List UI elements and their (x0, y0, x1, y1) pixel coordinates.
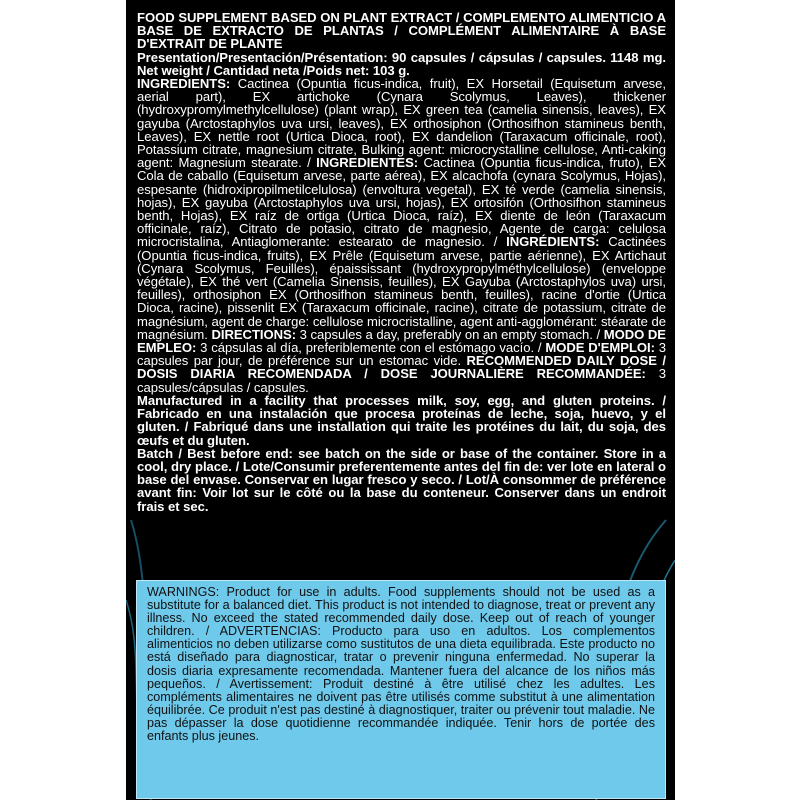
warnings-box (136, 580, 666, 799)
directions-fr-text: 3 capsules par jour, de préférence sur un estomac vide. (137, 340, 667, 369)
ingredients-en-label: INGREDIENTS: (137, 76, 231, 92)
ingredients-es-text: Cactinea (Opuntia ficus-indica, fruto), EX Cola de caballo (Equisetum arvese, parte aérea), EX alcachofa (cynara Scolymus, Hojas), espesante (hidroxipropilmetilcelulosa) (envoltura vegetal), EX té verde (camelia sinensis, hojas), EX gayuba (Arctostaphylos uva ursi, hojas), EX ortosifón (Orthosifhon stamineus benth, Hojas), EX raíz de ortiga (Urtica Dioca, raíz), EX diente de león (Taraxacum officinale, raíz), Citrato de potasio, citrato de magnesio, Agente de carga: celulosa microcristalina, Antiaglomerante: estearato de magnesio. / (137, 155, 667, 250)
allergen-statement: Manufactured in a facility that processes milk, soy, egg, and gluten proteins. / Fabricado en una instalación que procesa proteínas de leche, soja, huevo, y el gluten. / Fabriqué dans une installation qui traite les protéines du lait, du soja, des œufs et du gluten. (137, 392, 666, 448)
label-text (137, 11, 666, 513)
daily-dose-label: RECOMMENDED DAILY DOSE / DOSIS DIARIA RECOMENDADA / DOSE JOURNALIÈRE RECOMMANDÉE: (137, 353, 666, 382)
directions-en-label: DIRECTIONS: (211, 326, 297, 342)
supplement-label (126, 0, 675, 800)
batch-storage-text: Batch / Best before end: see batch on the side or base of the container. Store in a cool, dry place. / Lote/Consumir preferentemente antes del fin de: ver lote en lateral o base del envase. Conservar en lugar fresco y seco. / Lot/À consommer de préférence avant fin: Voir lot sur le côté ou la base du conteneur. Conserver dans un endroit frais et sec. (137, 445, 666, 514)
ingredients-fr-text: Cactinées (Opuntia ficus-indica, fruits), EX Prêle (Equisetum arvese, partie aérienne), EX Artichaut (Cynara Scolymus, Feuilles), épaississant (hydroxypropylméthylcellulose) (enveloppe végétale), EX thé vert (Camelia Sinensis, feuilles), EX Gayuba (Arctostaphylos uva) ursi, feuilles), orthosiphon EX (Orthosifhon stamineus benth, feuilles), racine d'ortie (Urtica Dioca, racine), pissenlit EX (Taraxacum officinale, racine), citrate de potassium, citrate de magnésium, agent de charge: cellulose microcristalline, agent anti-agglomérant: stéarate de magnésium. (137, 234, 667, 342)
directions-es-label: MODO DE EMPLEO: (137, 326, 666, 356)
product-title: FOOD SUPPLEMENT BASED ON PLANT EXTRACT / COMPLEMENTO ALIMENTICIO A BASE DE EXTRACTO DE PLANTAS / COMPLÉMENT ALIMENTAIRE À BASE D'EXTRAIT DE PLANTE (137, 10, 666, 52)
presentation-text: Presentation/Presentación/Présentation: 90 capsules / cápsulas / capsules. 1148 mg. Net weight / Cantidad neta /Poids net: 103 g. (137, 49, 666, 78)
ingredients-es-label: INGREDIENTES: (316, 155, 419, 171)
warnings-text: WARNINGS: Product for use in adults. Food supplements should not be used as a substitute for a balanced diet. This product is not intended to diagnose, treat or prevent any illness. No exceed the stated recommended daily dose. Keep out of reach of younger children. / ADVERTENCIAS: Producto para uso en adultos. Los complementos alimenticios no deben utilizarse como sustitutos de una dieta equilibrada. Este producto no está diseñado para diagnosticar, tratar o prevenir ninguna enfermedad. No superar la dosis diaria expresamente recomendada. Mantener fuera del alcance de los niños más pequeños. / Avertissement: Produit destiné à être utilisé chez les adultes. Les compléments alimentaires ne doivent pas être utilisés comme substitut à une alimentation équilibrée. Ce produit n'est pas destiné à diagnostiquer, traiter ou prévenir tout maladie. Ne pas dépasser la dose quotidienne recommandée indiquée. Tenir hors de portée des enfants plus jeunes. (147, 585, 655, 744)
directions-fr-label: MODE D'EMPLOI: (545, 340, 655, 356)
ingredients-fr-label: INGRÉDIENTS: (506, 234, 600, 250)
directions-es-text: 3 cápsulas al día, preferiblemente con el estómago vacío. / (200, 340, 542, 356)
daily-dose-text: 3 capsules/cápsulas / capsules. (137, 366, 666, 395)
ingredients-en-text: Cactinea (Opuntia ficus-indica, fruit), EX Horsetail (Equisetum arvese, aerial part), EX artichoke (Cynara Scolymus, Leaves), thickener (hydroxypromylmethylcellulose) (plant wrap), EX green tea (camelia sinensis, leaves), EX gayuba (Arctostaphylos uva ursi, leaves), EX orthosiphon (Orthosifhon stamineus benth, Leaves), EX nettle root (Urtica Dioca, root), EX dandelion (Taraxacum officinale, root), Potassium citrate, magnesium citrate, Bulking agent: microcrystalline cellulose, Anti-caking agent: Magnesium stearate. / (137, 76, 666, 171)
directions-en-text: 3 capsules a day, preferably on an empty stomach. / (299, 326, 601, 342)
ingredients-paragraph (137, 77, 666, 394)
